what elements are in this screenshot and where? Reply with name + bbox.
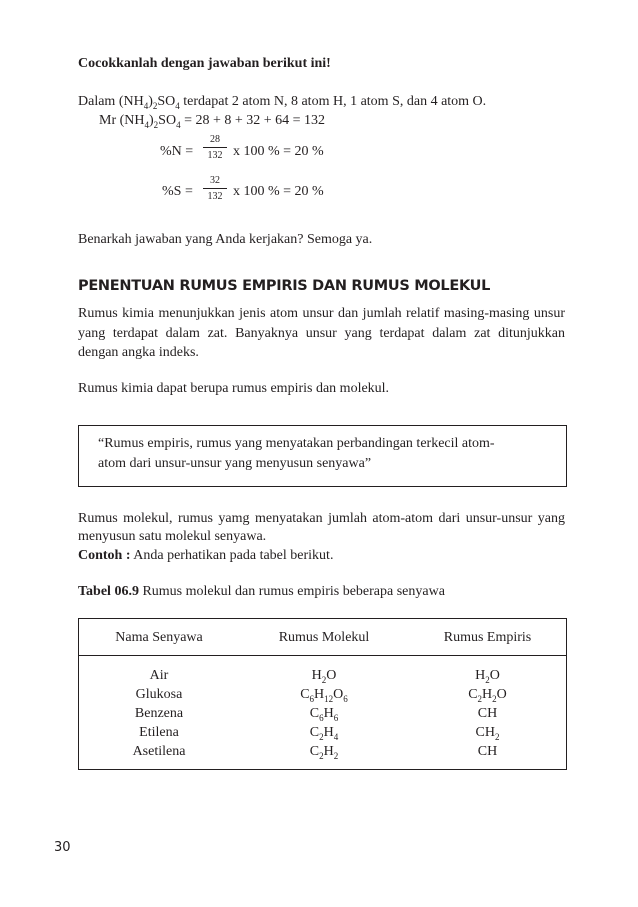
formula-element: C [309,744,320,759]
contoh-text: Anda perhatikan pada tabel berikut. [130,548,334,563]
percent-n-result: x 100 % = 20 % [233,144,324,159]
calc-text: SO [158,113,177,128]
table-cell-molekul [239,723,409,742]
table-cell-molekul [239,685,409,704]
paragraph-rumus-kimia: Rumus kimia menunjukkan jenis atom unsur dan jumlah relatif masing-masing unsur yang terdapat dalam zat. Banyaknya unsur yang terdapat dalam zat ditunjukkan dengan angka indeks. [78,306,565,360]
table-caption-text: Rumus molekul dan rumus empiris beberapa senyawa [138,584,445,599]
table-header-empiris: Rumus Empiris [443,630,532,645]
definition-line: atom dari unsur-unsur yang menyusun senyawa” [98,456,372,471]
formula-subscript: 2 [321,675,327,685]
formula-subscript: 2 [319,732,324,742]
table-cell-name: Etilena [139,725,179,740]
formula-subscript: 2 [477,694,483,704]
intro-heading: Cocokkanlah dengan jawaban berikut ini! [78,56,331,71]
paragraph-rumus-molekul: Rumus molekul, rumus yamg menyatakan jumlah atom-atom dari unsur-unsur yang menyusun satu molekul senyawa. [78,511,565,544]
formula-element: O [333,687,344,702]
table-caption [78,583,445,600]
formula-subscript: 6 [319,713,324,723]
formula-subscript: 2 [319,751,324,761]
fraction-numerator: 32 [203,175,227,189]
subscript: 4 [144,120,149,130]
paragraph-rumus-jenis: Rumus kimia dapat berupa rumus empiris dan molekul. [78,381,390,396]
subscript: 4 [176,120,181,130]
table-cell-name: Glukosa [135,687,183,702]
formula-subscript: 4 [333,732,339,742]
table-header-divider [79,655,566,656]
calc-text: Mr (NH [99,113,145,128]
fraction-denominator: 132 [207,150,223,161]
formula-subscript: 6 [333,713,339,723]
definition-box [78,425,567,487]
formula-element: H [323,744,334,759]
calc-line-atoms [78,93,486,110]
table-cell-empiris [409,723,566,742]
formula-element: C [309,706,320,721]
fraction-denominator: 132 [207,191,223,202]
subscript: 4 [143,101,149,111]
definition-line: “Rumus empiris, rumus yang menyatakan perbandingan terkecil atom- [98,436,495,451]
table-cell-molekul [239,666,409,685]
table-header-molekul: Rumus Molekul [278,630,370,645]
calc-text: = 28 + 8 + 32 + 64 = 132 [180,113,326,128]
table-cell-name: Air [149,668,169,683]
formula-element: H [311,668,322,683]
formula-element: O [326,668,337,683]
subscript: 2 [153,120,159,130]
table-column-empiris [409,666,566,761]
table-cell-empiris [409,685,566,704]
calc-line-mr [99,112,325,129]
table-cell-molekul [239,704,409,723]
formula-element: C [468,687,478,702]
table-column-molekul [239,666,409,761]
subscript: 4 [175,101,180,111]
table-cell-empiris [409,704,566,723]
percent-n-fraction [203,134,227,162]
table-cell-name: Benzena [134,706,184,721]
formula-element: CH [477,744,498,759]
fraction-numerator: 28 [203,134,227,148]
formula-subscript: 2 [333,751,339,761]
formula-element: H [314,687,325,702]
table-column-names [79,666,239,761]
formula-subscript: 2 [494,732,500,742]
section-heading: PENENTUAN RUMUS EMPIRIS DAN RUMUS MOLEKUL [78,278,491,294]
percent-n-label: %N = [160,144,194,159]
formula-subscript: 6 [309,694,315,704]
compound-table [78,618,567,770]
table-header-name: Nama Senyawa [115,630,203,645]
table-cell-empiris [409,742,566,761]
formula-element: O [496,687,507,702]
calc-text: terdapat 2 atom N, 8 atom H, 1 atom S, dan 4 atom O. [179,94,487,109]
formula-element: O [489,668,500,683]
subscript: 2 [152,101,158,111]
formula-subscript: 6 [343,694,348,704]
percent-s-label: %S = [162,184,193,199]
table-caption-label: Tabel 06.9 [78,584,139,599]
formula-element: H [475,668,486,683]
formula-element: C [300,687,310,702]
formula-element: H [323,706,334,721]
formula-element: C [309,725,320,740]
formula-subscript: 12 [324,694,334,704]
formula-element: CH [477,706,498,721]
percent-s-result: x 100 % = 20 % [233,184,324,199]
formula-element: H [482,687,493,702]
contoh-label: Contoh : [78,548,131,563]
calc-text: SO [157,94,176,109]
formula-element: H [323,725,334,740]
formula-subscript: 2 [485,675,490,685]
table-cell-name: Asetilena [132,744,186,759]
table-cell-molekul [239,742,409,761]
contoh-line [78,547,333,564]
percent-s-fraction [203,175,227,203]
formula-subscript: 2 [492,694,497,704]
formula-element: CH [475,725,495,740]
calc-text: ) [149,113,154,128]
calc-text: Dalam (NH [78,94,144,109]
calc-text: ) [148,94,153,109]
table-cell-empiris [409,666,566,685]
page-number: 30 [54,840,71,855]
check-text: Benarkah jawaban yang Anda kerjakan? Semoga ya. [78,232,373,247]
